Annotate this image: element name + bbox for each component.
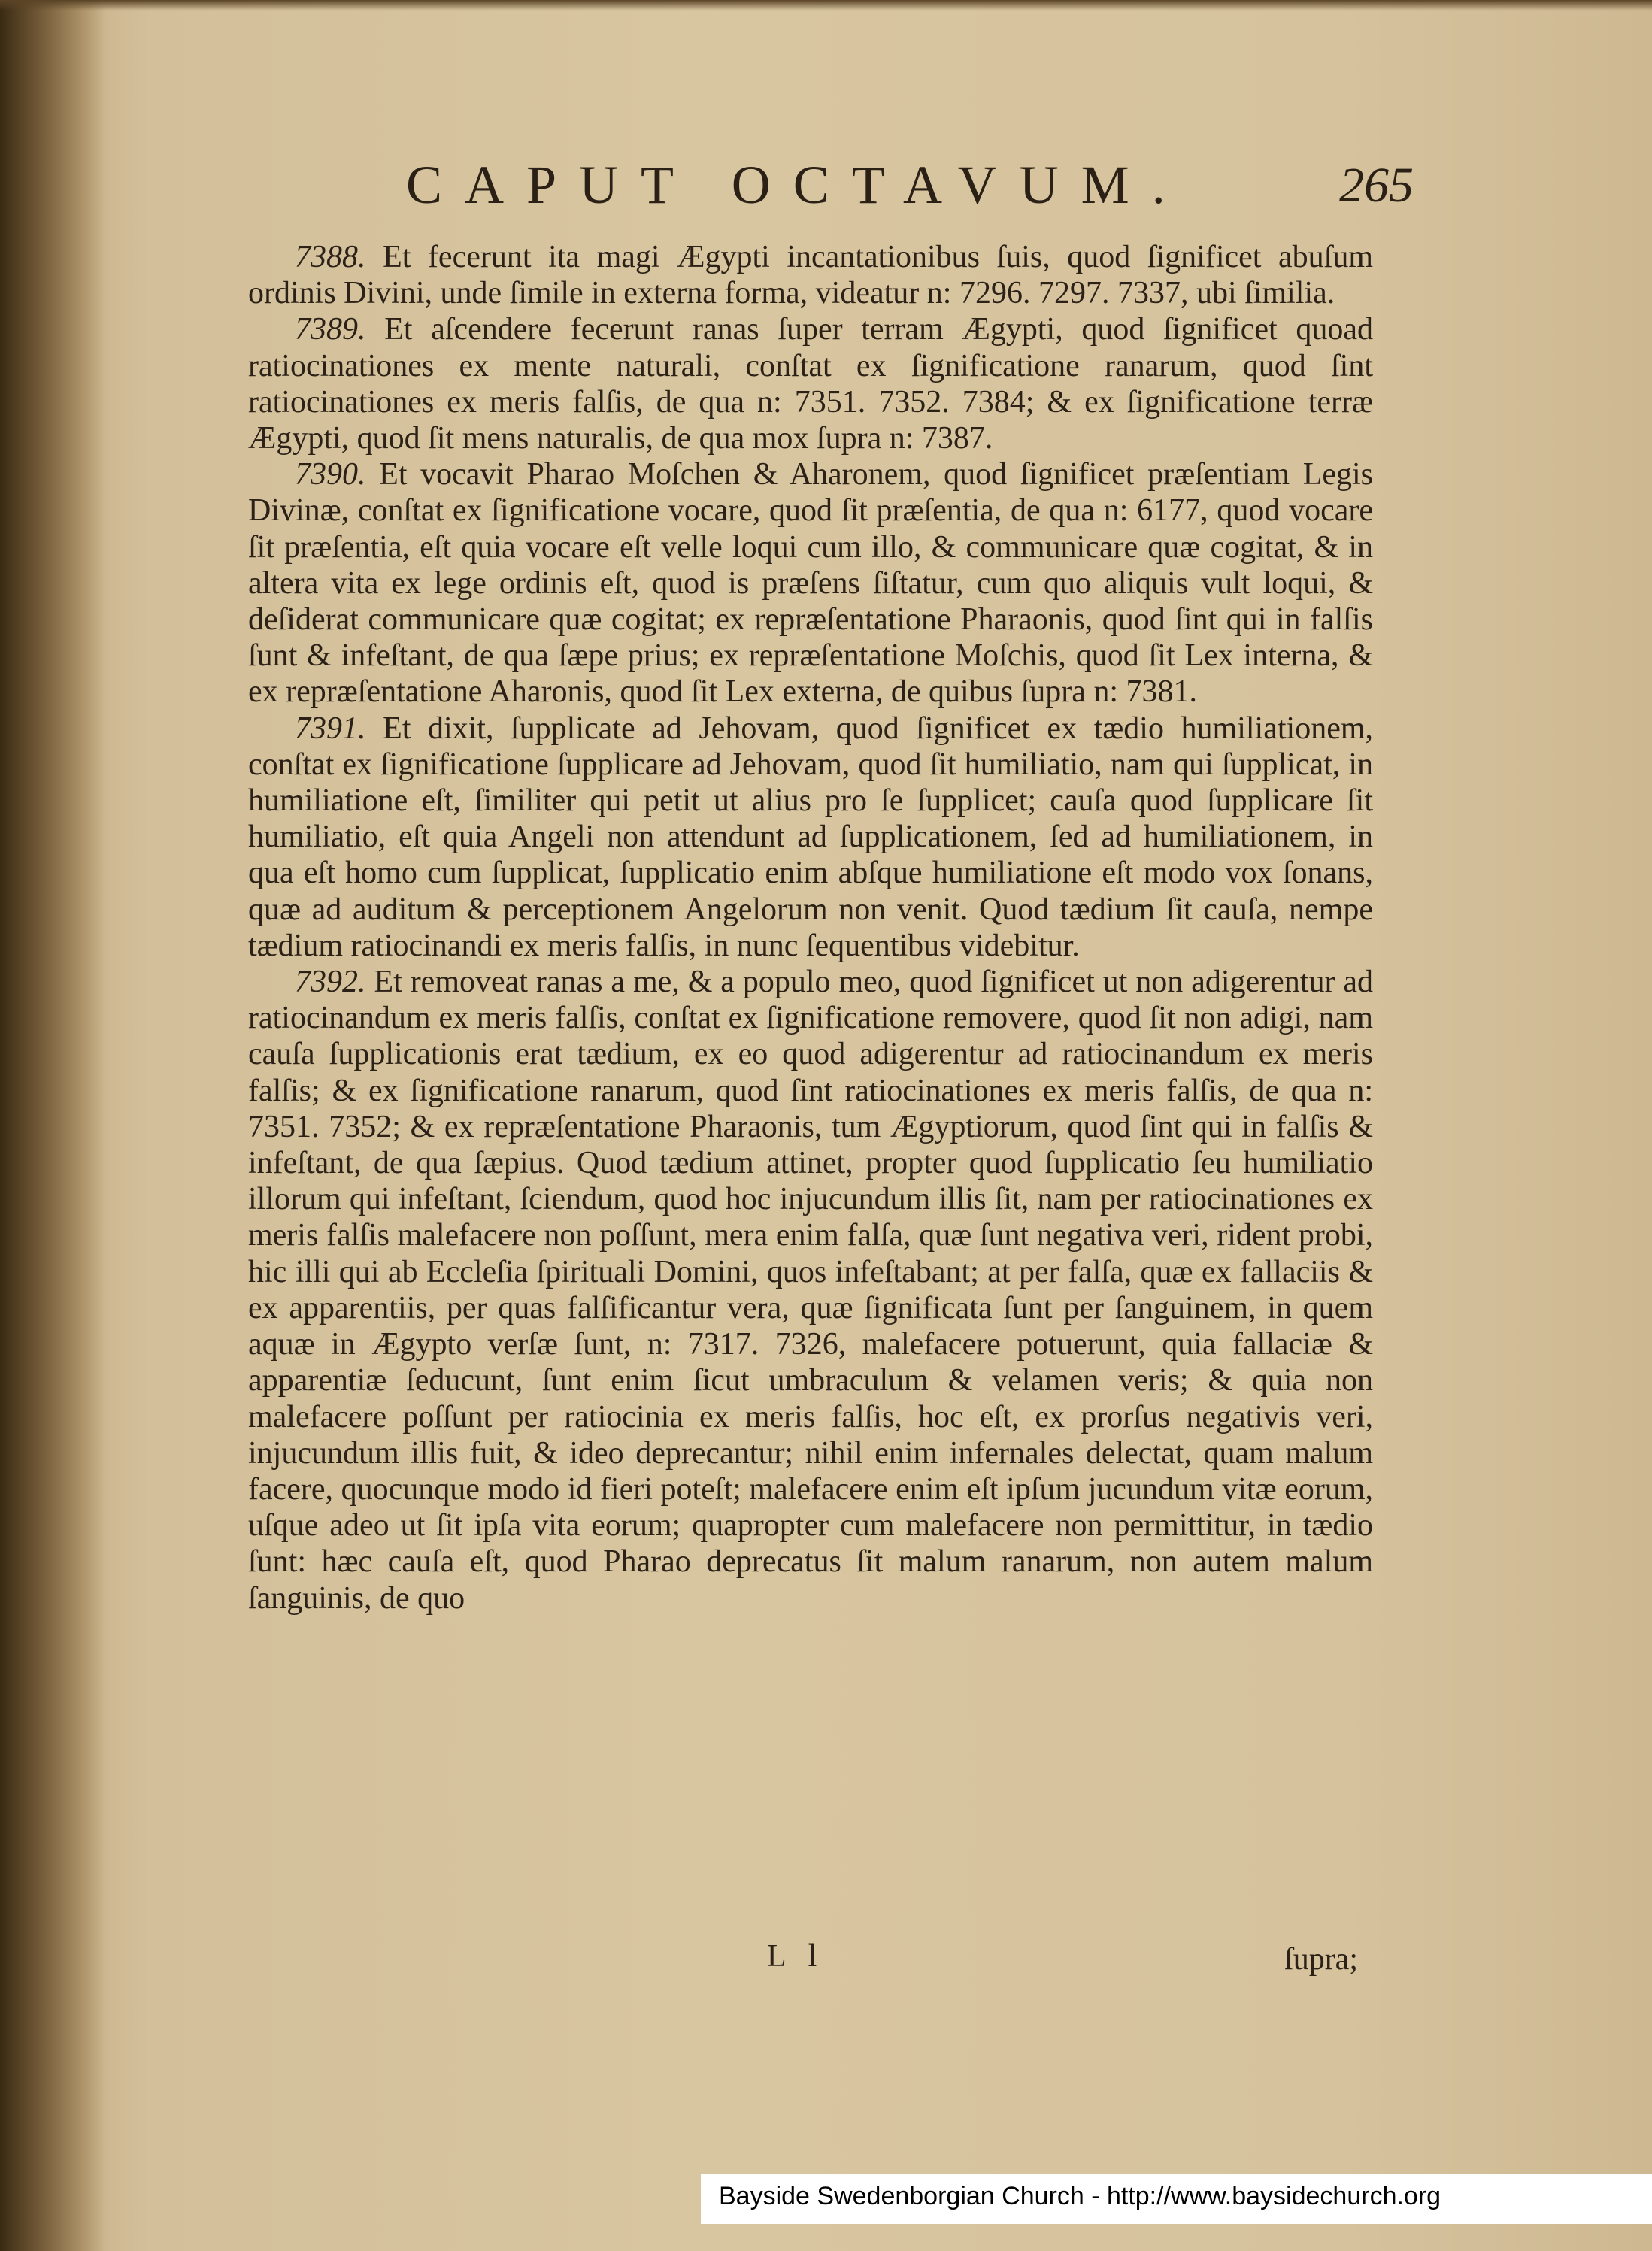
paragraph-number: 7389.	[295, 312, 366, 347]
binding-gutter-shadow	[0, 0, 105, 2251]
catchword: ſupra;	[1284, 1942, 1358, 1977]
signature-mark: L l	[767, 1939, 825, 1974]
top-edge-shadow	[0, 0, 1652, 11]
paragraph-7389	[248, 311, 1373, 456]
paragraph-text: Et vocavit Pharao Moſchen & Aharonem, quod ſignificet præſentiam Legis Divinæ, conſtat ex ſignificatione vocare, quod ſit præſentia, de qua n: 6177, quod vocare ſit præſentia, eſt quia vocare eſt velle loqui cum illo, & communicare quæ cogitat, & in altera vita ex lege ordinis eſt, quod is præſens ſiſtatur, cum quo aliquis vult loqui, & deſiderat communicare quæ cogitat; ex repræſentatione Pharaonis, quod ſint qui in falſis ſunt & infeſtant, de qua ſæpe prius; ex repræſentatione Moſchis, quod ſit Lex interna, & ex repræſentatione Aharonis, quod ſit Lex externa, de quibus ſupra n: 7381.	[248, 457, 1374, 710]
paragraph-7390	[248, 456, 1373, 710]
watermark-banner	[701, 2174, 1652, 2224]
paragraph-text: Et removeat ranas a me, & a populo meo, quod ſignificet ut non adigerentur ad ratiocinandum ex meris falſis, conſtat ex ſignificatione removere, quod ſit non adigi, nam cauſa ſupplicationis erat tædium, ex eo quod adigerentur ad ratiocinandum ex meris falſis; & ex ſignificatione ranarum, quod ſint ratiocinationes ex meris falſis, de qua n: 7351. 7352; & ex repræſentatione Pharaonis, tum Ægyptiorum, quod ſint qui in falſis & infeſtant, de qua ſæpius. Quod tædium attinet, propter quod ſupplicatio ſeu humiliatio illorum qui infeſtant, ſciendum, quod hoc injucundum illis ſit, nam per ratiocinationes ex meris falſis malefacere non poſſunt, mera enim falſa, quæ ſunt negativa veri, rident probi, hic illi qui ab Eccleſia ſpirituali Domini, quos infeſtabant; at per falſa, quæ ex fallaciis & ex apparentiis, per quas falſificantur vera, quæ ſignificata ſunt per ſanguinem, in quem aquæ in Ægypto verſæ ſunt, n: 7317. 7326, malefacere potuerunt, quia fallaciæ & apparentiæ ſeducunt, ſunt enim ſicut umbraculum & velamen veris; & quia non malefacere poſſunt per ratiocinia ex meris falſis, hoc eſt, ex prorſus negativis veri, injucundum illis fuit, & ideo deprecantur; nihil enim infernales delectat, quam malum facere, quocunque modo id fieri poteſt; malefacere enim eſt ipſum jucundum vitæ eorum, uſque adeo ut ſit ipſa vita eorum; quapropter cum malefacere non permittitur, in tædio ſunt: hæc cauſa eſt, quod Pharao deprecatus ſit malum ranarum, non autem malum ſanguinis, de quo	[248, 965, 1374, 1616]
paragraph-7392	[248, 964, 1373, 1616]
running-title: CAPUT OCTAVUM.	[406, 155, 1188, 215]
page-number: 265	[1339, 158, 1414, 213]
paragraph-number: 7388.	[295, 240, 366, 274]
body-text	[248, 239, 1373, 1616]
paragraph-number: 7391.	[295, 710, 366, 746]
paragraph-7388	[248, 239, 1373, 311]
watermark-text: Bayside Swedenborgian Church - http://www.baysidechurch.org	[719, 2182, 1441, 2210]
paragraph-text: Et dixit, ſupplicate ad Jehovam, quod ſignificet ex tædio humiliationem, conſtat ex ſignificatione ſupplicare ad Jehovam, quod ſit humiliatio, nam qui ſupplicat, in humiliatione eſt, ſimiliter qui petit ut alius pro ſe ſupplicet; cauſa quod ſupplicare ſit humiliatio, eſt quia Angeli non attendunt ad ſupplicationem, ſed ad humiliationem, in qua eſt homo cum ſupplicat, ſupplicatio enim abſque humiliatione eſt modo vox ſonans, quæ ad auditum & perceptionem Angelorum non venit. Quod tædium ſit cauſa, nempe tædium ratiocinandi ex meris falſis, in nunc ſequentibus videbitur.	[248, 710, 1373, 963]
paragraph-text: Et fecerunt ita magi Ægypti incantationibus ſuis, quod ſignificet abuſum ordinis Divini, unde ſimile in externa forma, videatur n: 7296. 7297. 7337, ubi ſimilia.	[248, 240, 1373, 311]
paragraph-text: Et aſcendere fecerunt ranas ſuper terram Ægypti, quod ſignificet quoad ratiocinationes ex mente naturali, conſtat ex ſignificatione ranarum, quod ſint ratiocinationes ex meris falſis, de qua n: 7351. 7352. 7384; & ex ſignificatione terræ Ægypti, quod ſit mens naturalis, de qua mox ſupra n: 7387.	[248, 312, 1374, 456]
paragraph-number: 7392.	[295, 965, 366, 1000]
paragraph-7391	[248, 710, 1373, 964]
page-footer	[248, 1938, 1373, 1980]
paragraph-number: 7390.	[295, 457, 366, 492]
page-header	[406, 154, 1414, 222]
